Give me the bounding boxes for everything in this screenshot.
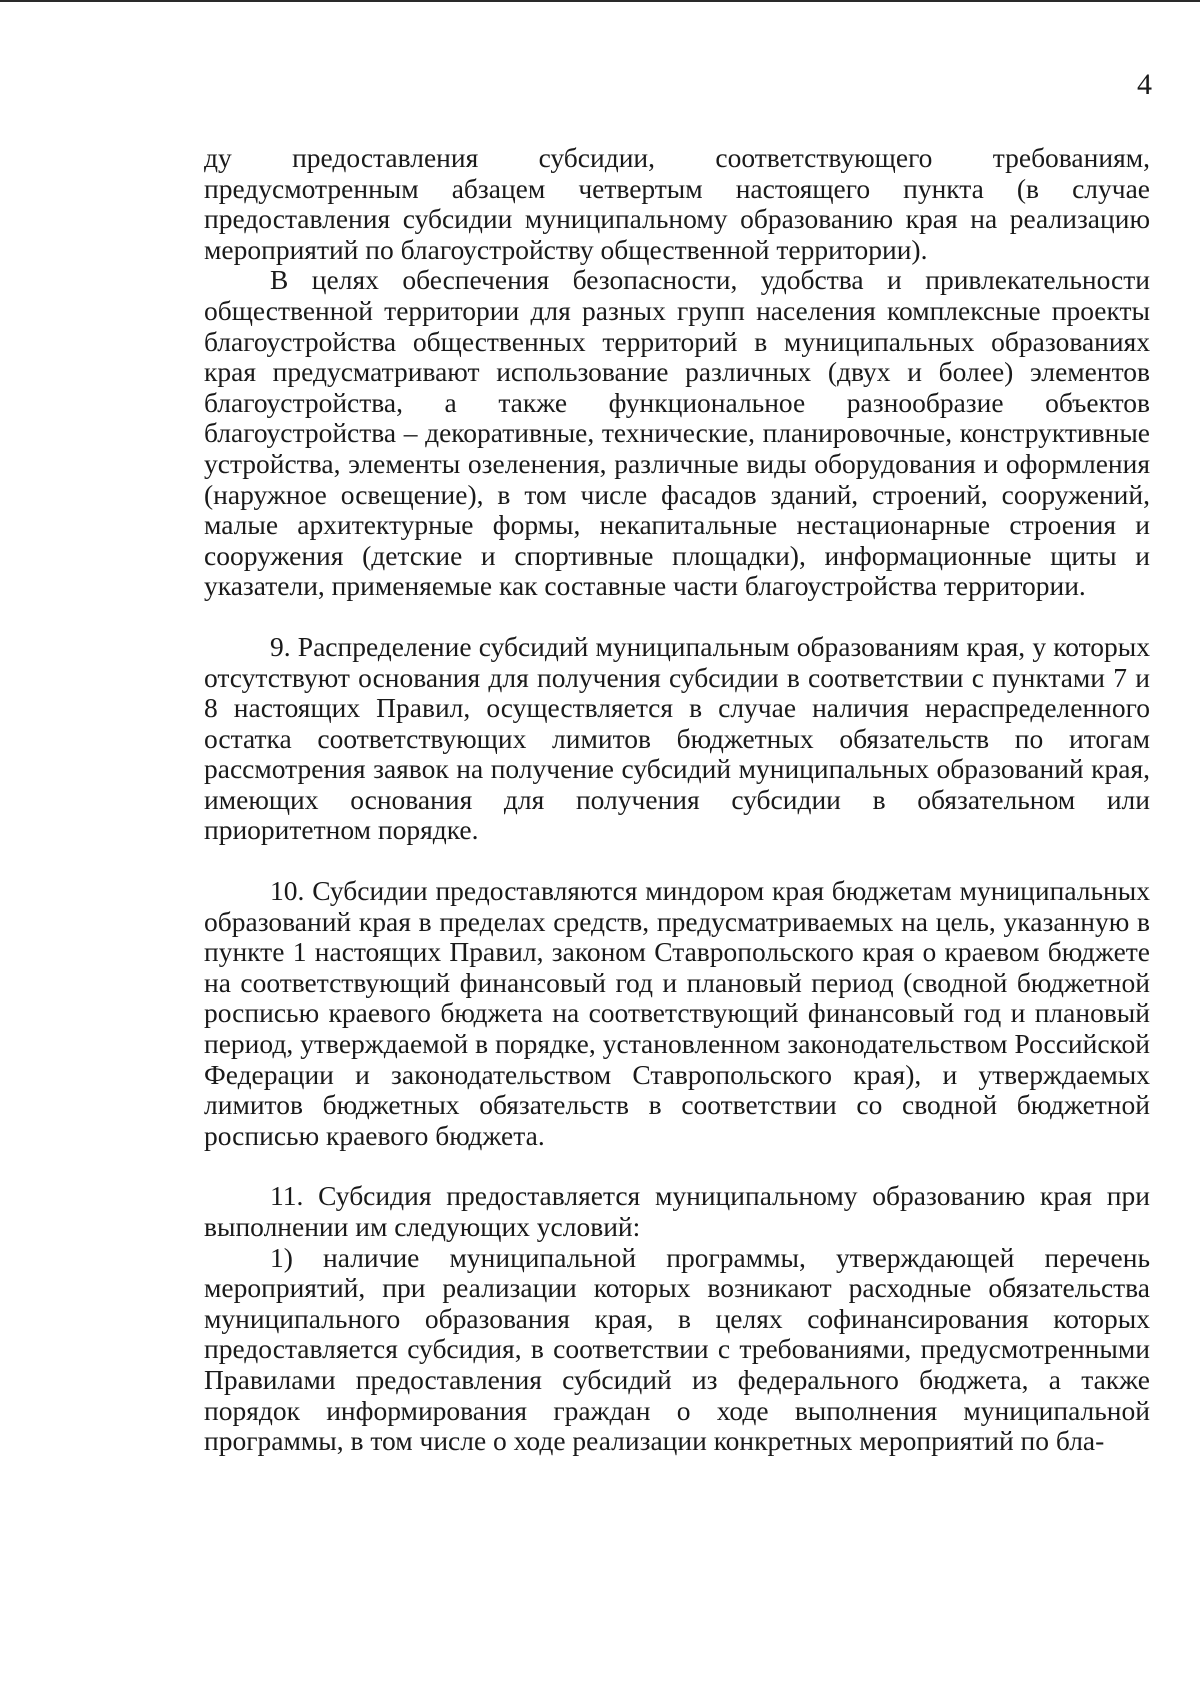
- document-body: [204, 143, 1150, 1457]
- paragraph-public-territory: В целях обеспечения безопасности, удобства и привлекательности общественной территории для разных групп населения комплексные проекты благоустройства общественных территорий в муниципальных образованиях края предусматривают использование различных (двух и более) элементов благоустройства, а также функциональное разнообразие объектов благоустройства – декоративные, технические, планировочные, конструктивные устройства, элементы озеленения, различные виды оборудования и оформления (наружное освещение), в том числе фасадов зданий, строений, сооружений, малые архитектурные формы, некапитальные нестационарные строения и сооружения (детские и спортивные площадки), информационные щиты и указатели, применяемые как составные части благоустройства территории.: [204, 264, 1150, 602]
- paragraph-item-10: 10. Субсидии предоставляются миндором края бюджетам муниципальных образований края в пределах средств, предусматриваемых на цель, указанную в пункте 1 настоящих Правил, законом Ставропольского края о краевом бюджете на соответствующий финансовый год и плановый период (сводной бюджетной росписью краевого бюджета на соответствующий финансовый год и плановый период, утверждаемой в порядке, установленном законодательством Российской Федерации и законодательством Ставропольского края), и утверждаемых лимитов бюджетных обязательств в соответствии со сводной бюджетной росписью краевого бюджета.: [204, 875, 1150, 1151]
- paragraph-item-11-subitem-1: 1) наличие муниципальной программы, утверждающей перечень мероприятий, при реализации которых возникают расходные обязательства муниципального образования края, в целях софинансирования которых предоставляется субсидия, в соответствии с требованиями, предусмотренными Правилами предоставления субсидий из федерального бюджета, а также порядок информирования граждан о ходе выполнения муниципальной программы, в том числе о ходе реализации конкретных мероприятий по бла-: [204, 1241, 1150, 1457]
- paragraph-item-9: 9. Распределение субсидий муниципальным образованиям края, у которых отсутствуют основания для получения субсидии в соответствии с пунктами 7 и 8 настоящих Правил, осуществляется в случае наличия нераспределенного остатка соответствующих лимитов бюджетных обязательств по итогам рассмотрения заявок на получение субсидий муниципальных образований края, имеющих основания для получения субсидии в обязательном или приоритетном порядке.: [204, 630, 1150, 846]
- paragraph-continuation: ду предоставления субсидии, соответствующего требованиям, предусмотренным абзацем четвертым настоящего пункта (в случае предоставления субсидии муниципальному образованию края на реализацию мероприятий по благоустройству общественной территории).: [204, 142, 1150, 265]
- paragraph-item-11: 11. Субсидия предоставляется муниципальному образованию края при выполнении им следующих условий:: [204, 1180, 1150, 1242]
- page-number: 4: [1137, 68, 1152, 101]
- top-border-line: [0, 0, 1200, 2]
